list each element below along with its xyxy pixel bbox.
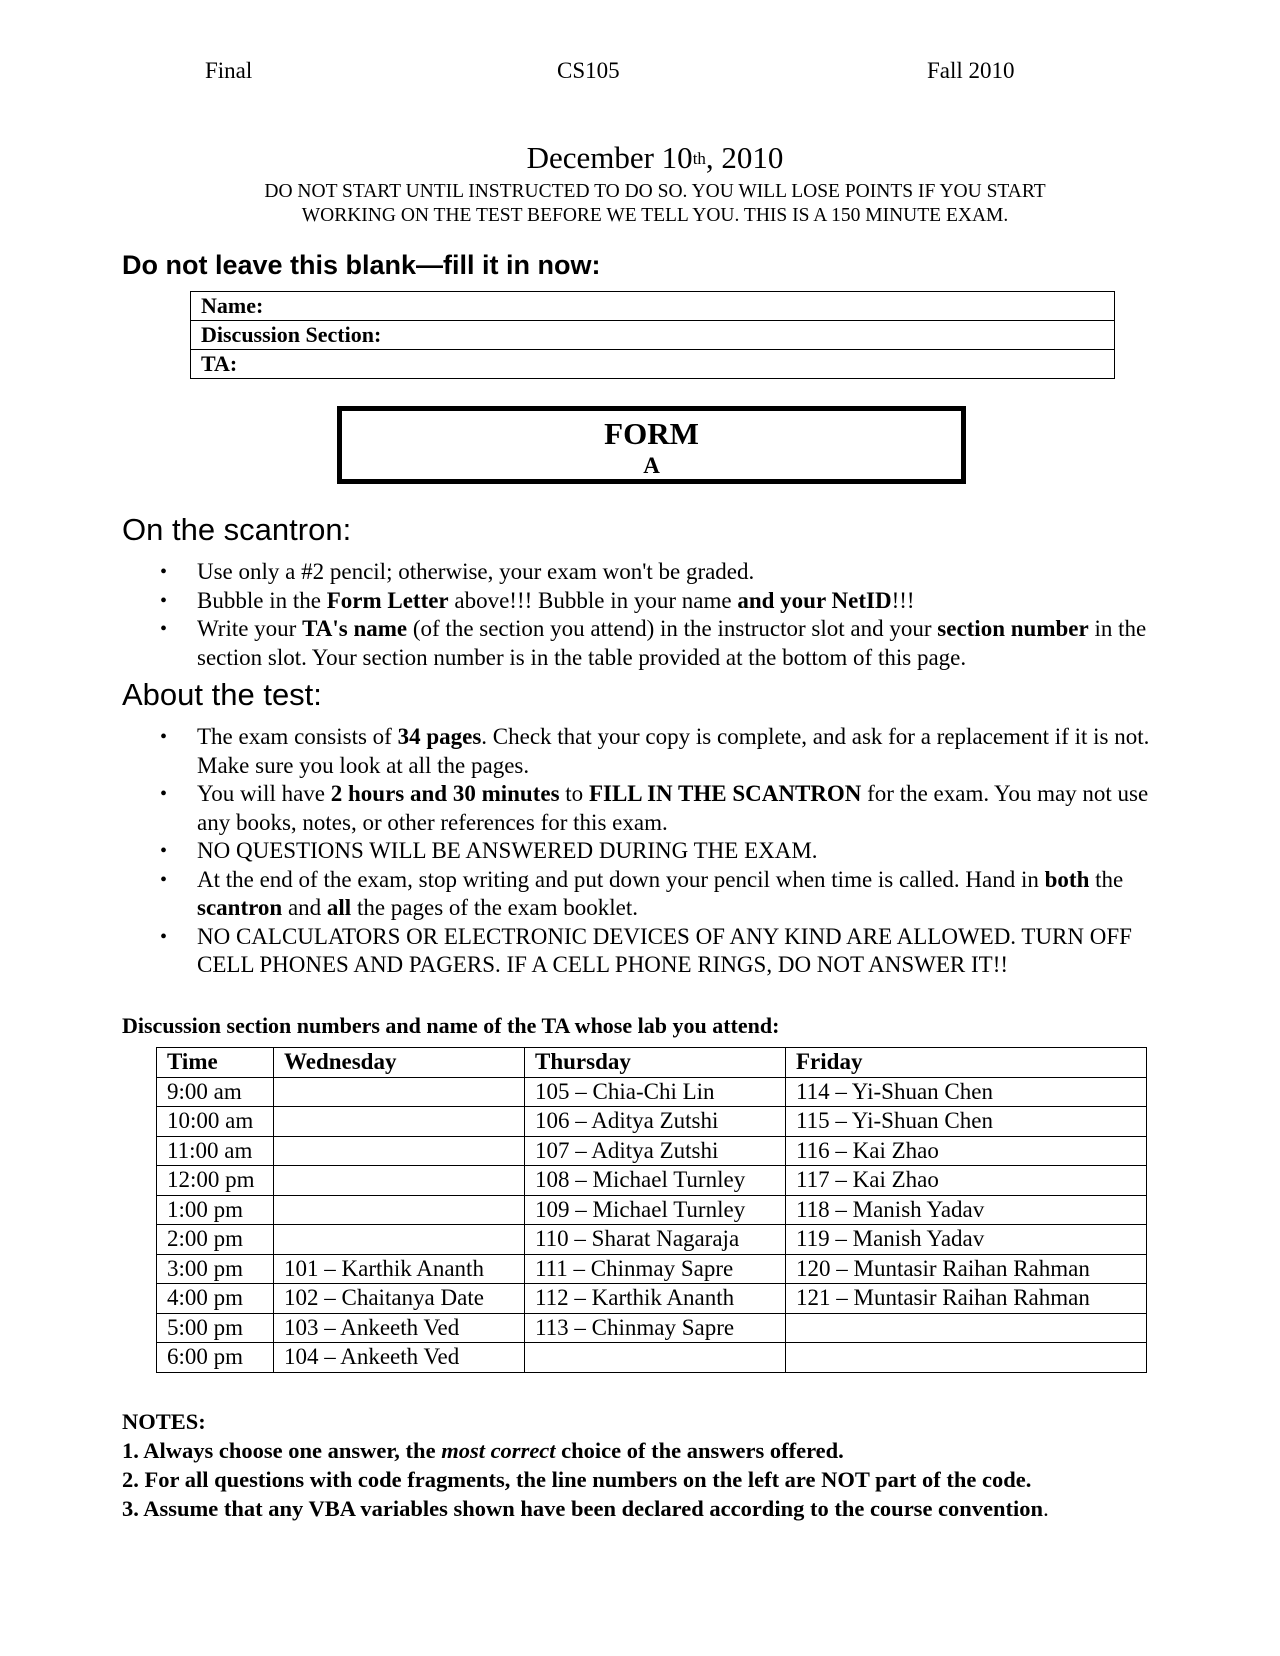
table-row bbox=[157, 1313, 1147, 1343]
table-cell: 111 – Chinmay Sapre bbox=[525, 1254, 786, 1284]
form-letter: A bbox=[643, 453, 660, 478]
header-term: Fall 2010 bbox=[927, 58, 1015, 83]
list-item: • Use only a #2 pencil; otherwise, your exam won't be graded. bbox=[160, 558, 1175, 587]
form-letter-box bbox=[337, 406, 966, 484]
table-cell: 9:00 am bbox=[157, 1077, 274, 1107]
note-1: 1. Always choose one answer, the most correct choice of the answers offered. bbox=[122, 1438, 844, 1463]
table-cell: 11:00 am bbox=[157, 1136, 274, 1166]
list-item: • At the end of the exam, stop writing and put down your pencil when time is called. Hand in both the scantron and all the pages of the exam booklet. bbox=[160, 866, 1175, 923]
discussion-section-field[interactable]: Discussion Section: bbox=[191, 321, 1115, 350]
table-cell: 4:00 pm bbox=[157, 1284, 274, 1314]
table-cell: 115 – Yi-Shuan Chen bbox=[786, 1107, 1147, 1137]
table-cell: 116 – Kai Zhao bbox=[786, 1136, 1147, 1166]
list-item: • NO QUESTIONS WILL BE ANSWERED DURING THE EXAM. bbox=[160, 837, 1175, 866]
list-item: • Bubble in the Form Letter above!!! Bubble in your name and your NetID!!! bbox=[160, 587, 1175, 616]
table-cell bbox=[786, 1313, 1147, 1343]
table-cell bbox=[274, 1107, 525, 1137]
table-cell: 112 – Karthik Ananth bbox=[525, 1284, 786, 1314]
table-cell: 12:00 pm bbox=[157, 1166, 274, 1196]
table-cell: 114 – Yi-Shuan Chen bbox=[786, 1077, 1147, 1107]
table-row bbox=[157, 1136, 1147, 1166]
list-item: • NO CALCULATORS OR ELECTRONIC DEVICES OF ANY KIND ARE ALLOWED. TURN OFF CELL PHONES AND PAGERS. IF A CELL PHONE RINGS, DO NOT ANSWER IT!! bbox=[160, 923, 1175, 980]
table-cell: 121 – Muntasir Raihan Rahman bbox=[786, 1284, 1147, 1314]
table-header-row bbox=[157, 1048, 1147, 1078]
table-cell bbox=[274, 1077, 525, 1107]
table-cell: 101 – Karthik Ananth bbox=[274, 1254, 525, 1284]
table-row bbox=[157, 1195, 1147, 1225]
notes-section bbox=[122, 1407, 1049, 1523]
sections-heading: Discussion section numbers and name of the TA whose lab you attend: bbox=[122, 1013, 780, 1038]
table-cell: 104 – Ankeeth Ved bbox=[274, 1343, 525, 1373]
table-cell: 120 – Muntasir Raihan Rahman bbox=[786, 1254, 1147, 1284]
table-cell: 117 – Kai Zhao bbox=[786, 1166, 1147, 1196]
table-cell bbox=[274, 1136, 525, 1166]
table-cell bbox=[274, 1195, 525, 1225]
header-left: Final bbox=[205, 58, 253, 83]
about-instructions bbox=[160, 723, 1175, 980]
table-cell: 105 – Chia-Chi Lin bbox=[525, 1077, 786, 1107]
table-cell: 119 – Manish Yadav bbox=[786, 1225, 1147, 1255]
table-cell: 113 – Chinmay Sapre bbox=[525, 1313, 786, 1343]
table-cell bbox=[274, 1166, 525, 1196]
table-cell bbox=[786, 1343, 1147, 1373]
about-heading: About the test: bbox=[122, 677, 322, 712]
table-row bbox=[157, 1254, 1147, 1284]
table-cell: 1:00 pm bbox=[157, 1195, 274, 1225]
list-item: • The exam consists of 34 pages. Check that your copy is complete, and ask for a replacement if it is not. Make sure you look at all the pages. bbox=[160, 723, 1175, 780]
table-row bbox=[157, 1107, 1147, 1137]
table-cell: 6:00 pm bbox=[157, 1343, 274, 1373]
name-field[interactable]: Name: bbox=[191, 292, 1115, 321]
table-cell bbox=[274, 1225, 525, 1255]
table-cell: 103 – Ankeeth Ved bbox=[274, 1313, 525, 1343]
table-cell: 3:00 pm bbox=[157, 1254, 274, 1284]
table-cell: 106 – Aditya Zutshi bbox=[525, 1107, 786, 1137]
column-header-thursday: Thursday bbox=[525, 1048, 786, 1078]
table-cell: 102 – Chaitanya Date bbox=[274, 1284, 525, 1314]
list-item: • You will have 2 hours and 30 minutes to FILL IN THE SCANTRON for the exam. You may not use any books, notes, or other references for this exam. bbox=[160, 780, 1175, 837]
section-schedule-table bbox=[156, 1047, 1147, 1373]
table-cell: 108 – Michael Turnley bbox=[525, 1166, 786, 1196]
column-header-time: Time bbox=[157, 1048, 274, 1078]
scantron-heading: On the scantron: bbox=[122, 512, 352, 547]
table-row bbox=[157, 1225, 1147, 1255]
form-title: FORM bbox=[604, 416, 699, 451]
table-cell: 118 – Manish Yadav bbox=[786, 1195, 1147, 1225]
start-warning: DO NOT START UNTIL INSTRUCTED TO DO SO. YOU WILL LOSE POINTS IF YOU START WORKING ON THE TEST BEFORE WE TELL YOU. THIS IS A 150 MINUTE EXAM. bbox=[264, 181, 1046, 226]
table-row bbox=[157, 1077, 1147, 1107]
note-2: 2. For all questions with code fragments, the line numbers on the left are NOT part of the code. bbox=[122, 1467, 1032, 1492]
table-row bbox=[157, 1284, 1147, 1314]
scantron-instructions bbox=[160, 558, 1175, 672]
table-row bbox=[157, 1166, 1147, 1196]
notes-heading: NOTES: bbox=[122, 1409, 206, 1434]
ta-field[interactable]: TA: bbox=[191, 350, 1115, 379]
list-item: • Write your TA's name (of the section you attend) in the instructor slot and your section number in the section slot. Your section number is in the table provided at the bottom of this page. bbox=[160, 615, 1175, 672]
table-row bbox=[157, 1343, 1147, 1373]
student-info-table bbox=[190, 291, 1115, 379]
exam-date: December 10th, 2010 bbox=[526, 140, 784, 175]
column-header-friday: Friday bbox=[786, 1048, 1147, 1078]
table-cell: 107 – Aditya Zutshi bbox=[525, 1136, 786, 1166]
table-cell: 10:00 am bbox=[157, 1107, 274, 1137]
table-cell: 109 – Michael Turnley bbox=[525, 1195, 786, 1225]
header-course: CS105 bbox=[557, 58, 620, 83]
fill-in-heading: Do not leave this blank—fill it in now: bbox=[122, 250, 601, 280]
table-cell: 2:00 pm bbox=[157, 1225, 274, 1255]
column-header-wednesday: Wednesday bbox=[274, 1048, 525, 1078]
note-3: 3. Assume that any VBA variables shown have been declared according to the course convention. bbox=[122, 1496, 1049, 1521]
table-cell bbox=[525, 1343, 786, 1373]
table-cell: 5:00 pm bbox=[157, 1313, 274, 1343]
table-cell: 110 – Sharat Nagaraja bbox=[525, 1225, 786, 1255]
